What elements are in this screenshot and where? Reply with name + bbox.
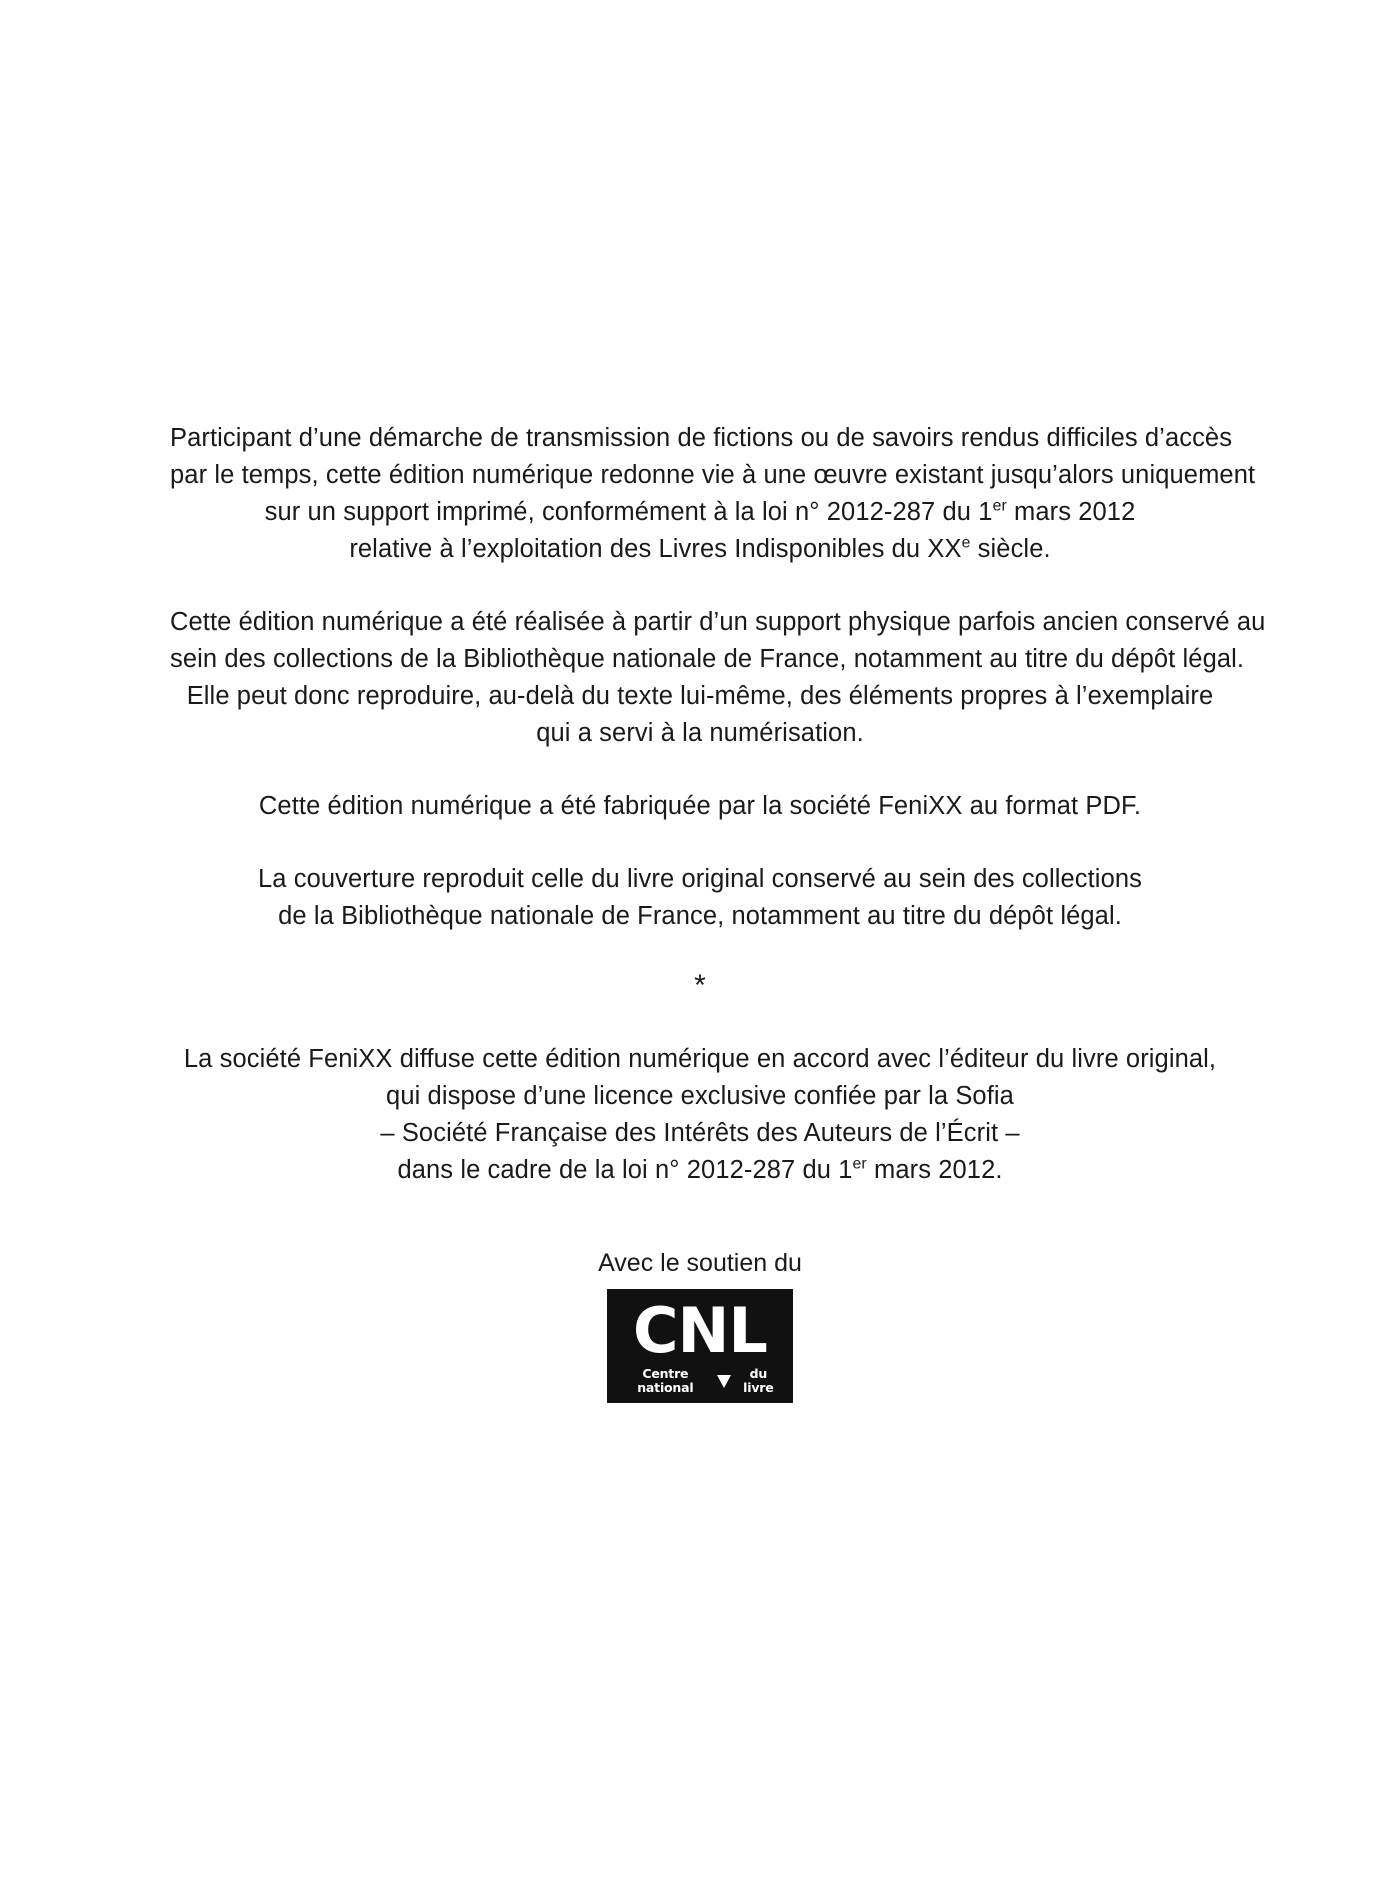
section-separator: *	[694, 969, 706, 1002]
text-line: dans le cadre de la loi n° 2012-287 du 1er mars 2012.	[397, 1155, 1003, 1184]
cnl-logo-tagline	[619, 1367, 781, 1395]
paragraph-fabrication	[170, 788, 1230, 825]
ordinal-suffix: e	[961, 534, 971, 552]
cnl-tagline-right: du livre	[743, 1366, 774, 1395]
cnl-tagline-left: Centre national	[637, 1366, 694, 1395]
text-line: de la Bibliothèque nationale de France, notamment au titre du dépôt légal.	[278, 902, 1122, 930]
text-line: sein des collections de la Bibliothèque nationale de France, notamment au titre du dépôt légal.	[170, 645, 1245, 673]
ordinal-suffix: er	[992, 497, 1007, 515]
top-spacer	[170, 0, 1230, 420]
paragraph-diffusion	[170, 1041, 1230, 1189]
text-line: qui a servi à la numérisation.	[536, 719, 864, 747]
support-label: Avec le soutien du	[598, 1249, 802, 1277]
support-block	[170, 1247, 1230, 1403]
text-line: Participant d’une démarche de transmission de fictions ou de savoirs rendus difficiles d’accès	[170, 424, 1233, 452]
text-line: par le temps, cette édition numérique redonne vie à une œuvre existant jusqu’alors uniquement	[170, 461, 1256, 489]
paragraph-couverture	[170, 861, 1230, 935]
text-line: Cette édition numérique a été réalisée à partir d’un support physique parfois ancien conservé au	[170, 608, 1266, 636]
cnl-logo	[607, 1289, 793, 1403]
text-line: relative à l’exploitation des Livres Indisponibles du XXe siècle.	[349, 534, 1051, 563]
text-line: – Société Française des Intérêts des Auteurs de l’Écrit –	[380, 1119, 1020, 1147]
text-line: Cette édition numérique a été fabriquée par la société FeniXX au format PDF.	[258, 792, 1142, 820]
text-line: La couverture reproduit celle du livre original conservé au sein des collections	[258, 865, 1142, 893]
paragraph-support-physique	[170, 604, 1266, 752]
ordinal-suffix: er	[852, 1155, 867, 1173]
text-line: Elle peut donc reproduire, au-delà du texte lui-même, des éléments propres à l’exemplaire	[186, 682, 1214, 710]
triangle-icon	[717, 1375, 731, 1388]
paragraph-transmission	[170, 420, 1256, 568]
text-line: qui dispose d’une licence exclusive confiée par la Sofia	[386, 1082, 1014, 1110]
text-line: sur un support imprimé, conformément à la loi n° 2012-287 du 1er mars 2012	[264, 497, 1136, 526]
text-line: La société FeniXX diffuse cette édition numérique en accord avec l’éditeur du livre original,	[183, 1045, 1217, 1073]
cnl-logo-wordmark: CNL	[633, 1294, 767, 1367]
